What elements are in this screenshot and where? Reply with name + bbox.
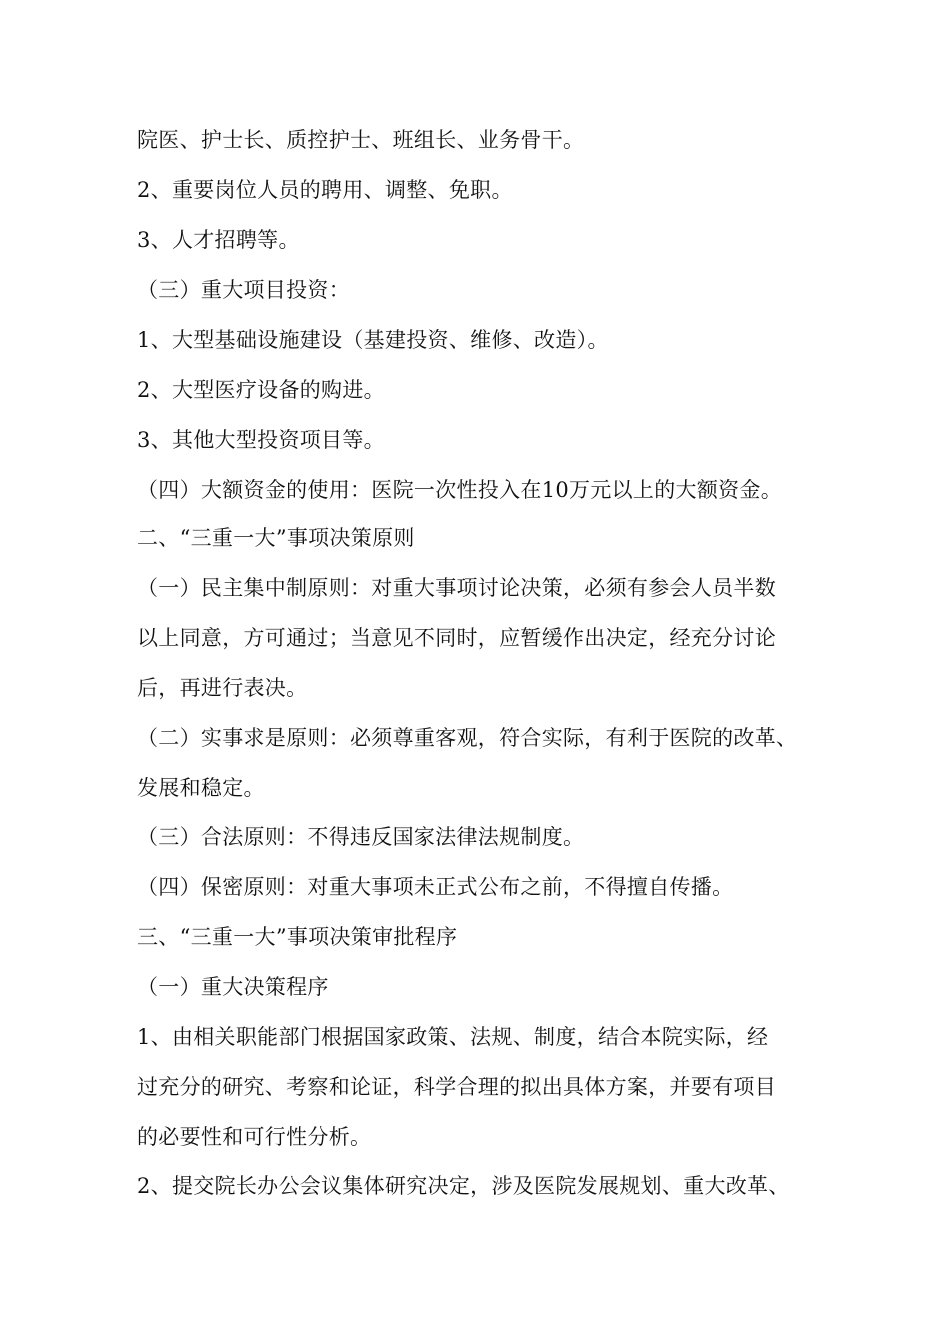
- text-line: 3、其他大型投资项目等。: [137, 428, 385, 452]
- section-heading: （一）重大决策程序: [137, 975, 329, 999]
- text-line: 1、由相关职能部门根据国家政策、法规、制度，结合本院实际，经: [137, 1025, 769, 1049]
- text-line: （四）保密原则：对重大事项未正式公布之前，不得擅自传播。: [137, 875, 734, 899]
- text-line: 发展和稳定。: [137, 776, 265, 800]
- text-line: 后，再进行表决。: [137, 676, 308, 700]
- section-heading: 三、“三重一大”事项决策审批程序: [137, 925, 458, 949]
- section-heading: 二、“三重一大”事项决策原则: [137, 526, 415, 550]
- text-line: 3、人才招聘等。: [137, 228, 300, 252]
- text-line: 院医、护士长、质控护士、班组长、业务骨干。: [137, 128, 585, 152]
- text-line: 2、提交院长办公会议集体研究决定，涉及医院发展规划、重大改革、: [137, 1174, 790, 1198]
- text-line: 2、大型医疗设备的购进。: [137, 378, 385, 402]
- text-line: 的必要性和可行性分析。: [137, 1125, 372, 1149]
- text-line: 2、重要岗位人员的聘用、调整、免职。: [137, 178, 513, 202]
- text-line: （四）大额资金的使用：医院一次性投入在10万元以上的大额资金。: [137, 478, 783, 502]
- text-line: 过充分的研究、考察和论证，科学合理的拟出具体方案，并要有项目: [137, 1075, 776, 1099]
- text-line: （二）实事求是原则：必须尊重客观，符合实际，有利于医院的改革、: [137, 726, 798, 750]
- section-heading: （三）重大项目投资：: [137, 278, 350, 302]
- text-line: 1、大型基础设施建设（基建投资、维修、改造）。: [137, 328, 609, 352]
- text-line: （一）民主集中制原则：对重大事项讨论决策，必须有参会人员半数: [137, 576, 776, 600]
- text-line: （三）合法原则：不得违反国家法律法规制度。: [137, 825, 585, 849]
- text-line: 以上同意，方可通过；当意见不同时，应暂缓作出决定，经充分讨论: [137, 626, 776, 650]
